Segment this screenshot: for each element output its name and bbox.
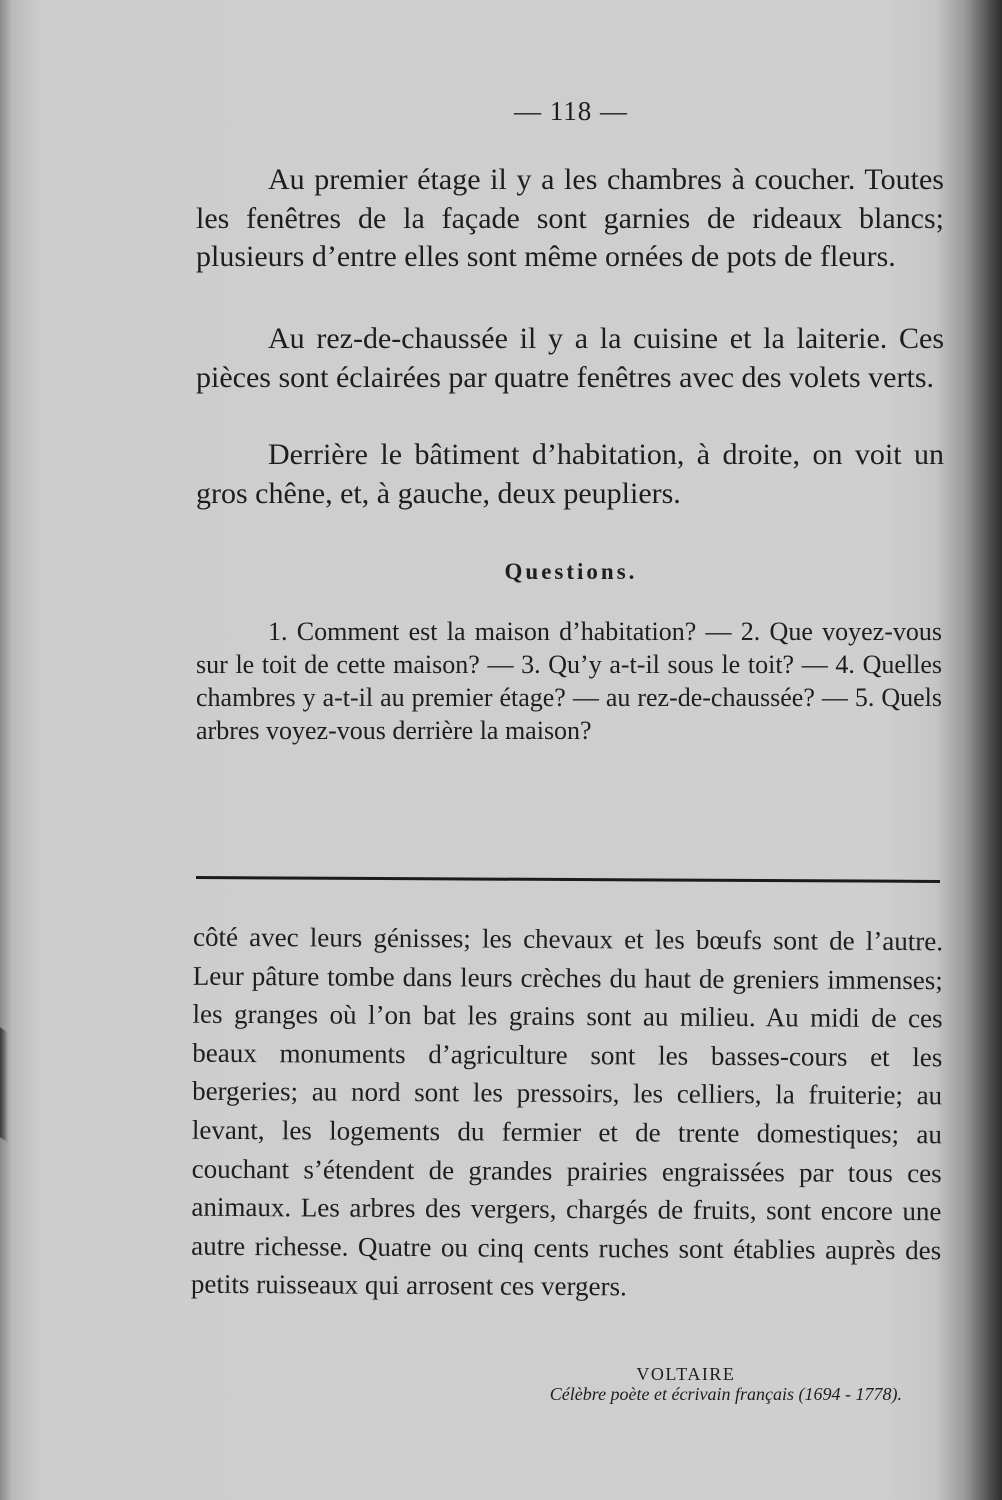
paragraph-first-floor: Au premier étage il y a les chambres à coucher. Toutes les fenêtres de la façade sont garnies de rideaux blancs; plusieurs d’entre elles sont même ornées de pots de fleurs. xyxy=(196,163,944,273)
paragraph-trees: Derrière le bâtiment d’habitation, à droite, on voit un gros chêne, et, à gauche, deux peupliers. xyxy=(196,438,944,510)
voltaire-quote: côté avec leurs génisses; les chevaux et les bœufs sont de l’autre. Leur pâture tombe dans leurs crèches du haut de greniers immenses; les granges où l’on bat les grains sont au milieu. Au midi de ces beaux monuments d’agriculture sont les basses-cours et les bergeries; au nord sont les pressoirs, les celliers, la fruiterie; au levant, les logements du fermier et de trente domestiques; au couchant s’étendent de grandes prairies engraissées par tous ces animaux. Les arbres des vergers, chargés de fruits, sont encore une autre richesse. Quatre ou cinq cents ruches sont établies auprès des petits ruisseaux qui arrosent ces vergers. xyxy=(190,921,944,1302)
page-number: — 118 — xyxy=(514,96,628,126)
author-description: Célèbre poète et écrivain français (1694 - 1778). xyxy=(549,1384,902,1404)
questions-heading: Questions. xyxy=(504,559,638,584)
section-divider xyxy=(196,876,940,883)
paragraph-ground-floor: Au rez-de-chaussée il y a la cuisine et la laiterie. Ces pièces sont éclairées par quatre fenêtres avec des volets verts. xyxy=(196,322,944,394)
author-attribution xyxy=(550,1364,902,1404)
author-name: VOLTAIRE xyxy=(636,1364,736,1384)
questions-text: 1. Comment est la maison d’habitation? — 2. Que voyez-vous sur le toit de cette maison? — 3. Qu’y a-t-il sous le toit? — 4. Quelles chambres y a-t-il au premier étage? — au rez-de-chaussée? — 5. Quels arbres voyez-vous derrière la maison? xyxy=(196,617,942,745)
